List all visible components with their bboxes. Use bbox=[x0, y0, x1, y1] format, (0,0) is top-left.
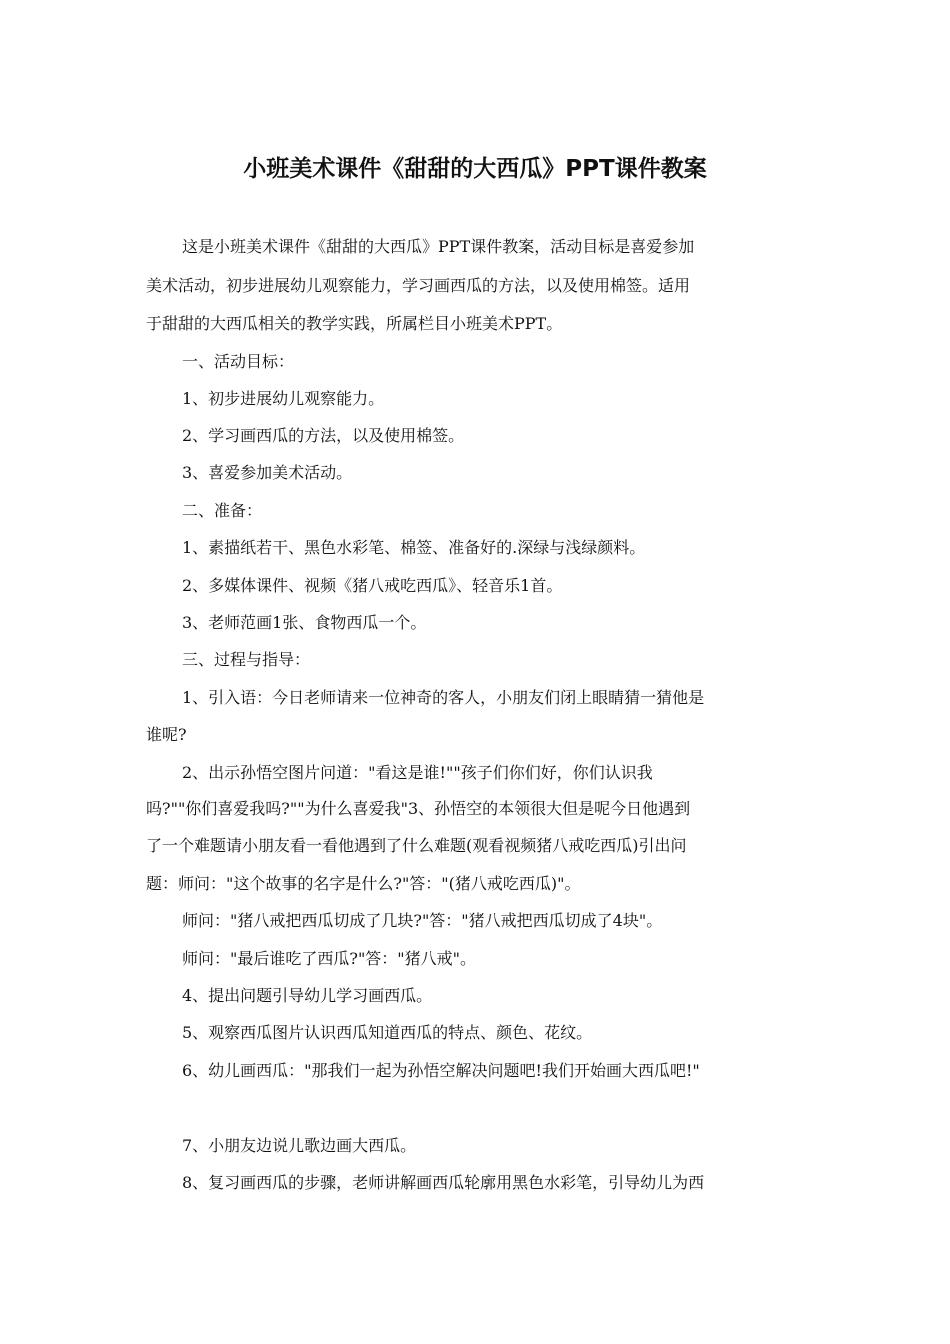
list-item: 6、幼儿画西瓜："那我们一起为孙悟空解决问题吧!我们开始画大西瓜吧!" bbox=[182, 1061, 700, 1080]
section-heading: 二、准备： bbox=[182, 501, 263, 520]
list-item: 4、提出问题引导幼儿学习画西瓜。 bbox=[182, 986, 433, 1005]
list-item: 7、小朋友边说儿歌边画大西瓜。 bbox=[182, 1136, 417, 1155]
list-item: 8、复习画西瓜的步骤，老师讲解画西瓜轮廓用黑色水彩笔，引导幼儿为西 bbox=[182, 1173, 705, 1192]
list-item: 3、老师范画1张、食物西瓜一个。 bbox=[182, 613, 427, 632]
paragraph-line: 于甜甜的大西瓜相关的教学实践，所属栏目小班美术PPT。 bbox=[146, 314, 563, 333]
document-title: 小班美术课件《甜甜的大西瓜》PPT课件教案 bbox=[243, 156, 707, 182]
section-heading: 一、活动目标： bbox=[182, 352, 295, 371]
list-item: 2、学习画西瓜的方法，以及使用棉签。 bbox=[182, 426, 465, 445]
paragraph-line: 这是小班美术课件《甜甜的大西瓜》PPT课件教案，活动目标是喜爱参加 bbox=[182, 237, 695, 256]
paragraph-line: 了一个难题请小朋友看一看他遇到了什么难题(观看视频猪八戒吃西瓜)引出问 bbox=[146, 836, 687, 855]
list-item: 1、引入语：今日老师请来一位神奇的客人，小朋友们闭上眼睛猜一猜他是 bbox=[182, 688, 705, 707]
list-item: 1、素描纸若干、黑色水彩笔、棉签、准备好的.深绿与浅绿颜料。 bbox=[182, 538, 646, 557]
section-heading: 三、过程与指导： bbox=[182, 650, 311, 669]
list-item: 3、喜爱参加美术活动。 bbox=[182, 463, 353, 482]
list-item: 2、多媒体课件、视频《猪八戒吃西瓜》、轻音乐1首。 bbox=[182, 576, 563, 595]
paragraph-line: 师问："最后谁吃了西瓜?"答："猪八戒"。 bbox=[182, 949, 477, 968]
paragraph-line: 美术活动，初步进展幼儿观察能力，学习画西瓜的方法，以及使用棉签。适用 bbox=[146, 276, 691, 295]
paragraph-line: 题：师问："这个故事的名字是什么?"答："(猪八戒吃西瓜)"。 bbox=[146, 874, 581, 893]
paragraph-line: 师问："猪八戒把西瓜切成了几块?"答："猪八戒把西瓜切成了4块"。 bbox=[182, 911, 663, 930]
paragraph-line: 吗?""你们喜爱我吗?""为什么喜爱我"3、孙悟空的本领很大但是呢今日他遇到 bbox=[146, 799, 691, 818]
list-item: 5、观察西瓜图片认识西瓜知道西瓜的特点、颜色、花纹。 bbox=[182, 1023, 593, 1042]
list-item: 2、出示孙悟空图片问道："看这是谁!""孩子们你们好，你们认识我 bbox=[182, 763, 653, 782]
list-item: 1、初步进展幼儿观察能力。 bbox=[182, 389, 385, 408]
paragraph-line: 谁呢? bbox=[146, 725, 187, 744]
